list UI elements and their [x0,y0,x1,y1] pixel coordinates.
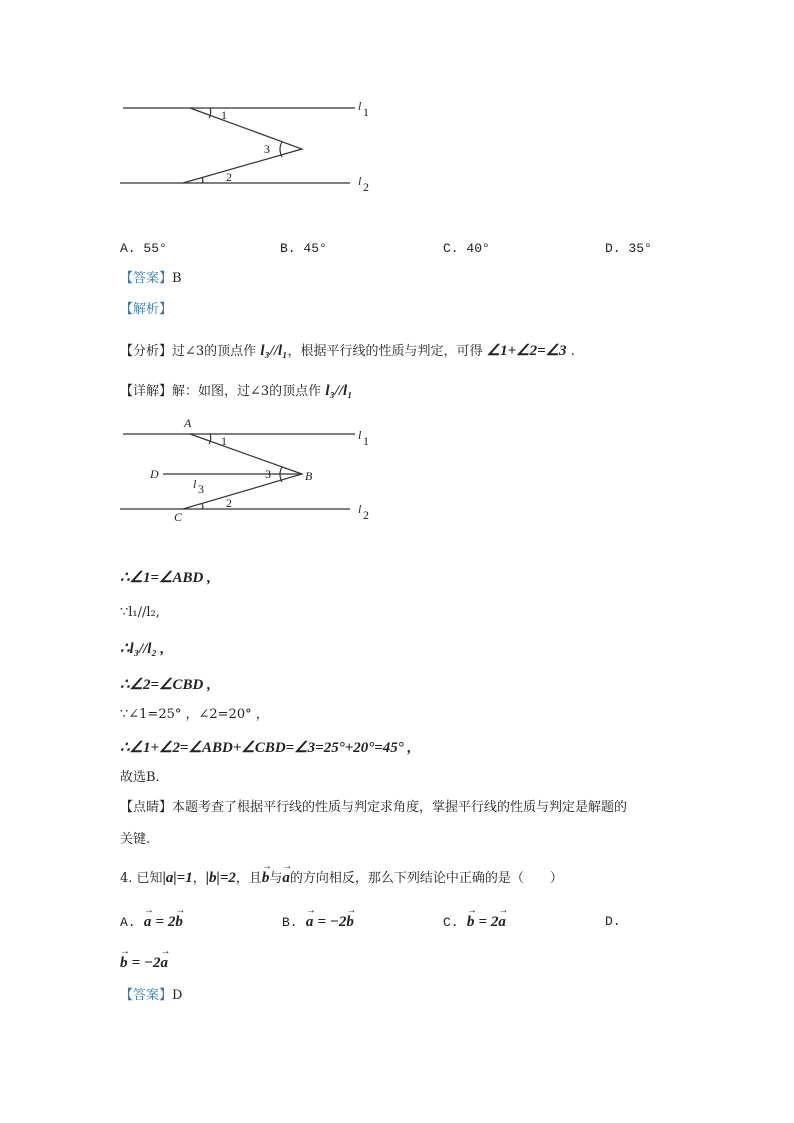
option-letter: B. [280,241,296,256]
vector-a: → a [282,869,290,887]
option-value: 35° [628,241,652,256]
option-value: 55° [143,241,167,256]
step-6: ∴∠1+∠2=∠ABD+∠CBD=∠3=25°+20°=45° , [120,740,412,756]
option-letter: A. [120,915,136,930]
fenxi-tag: 【分析】 [120,344,173,359]
l3-sub: 3 [198,482,204,496]
step-7: 故选B. [120,770,160,785]
math: |b|=2 [205,870,236,886]
math: ∠1+∠2=∠3 [486,343,567,359]
vector: → b [467,913,475,931]
q4-stem [120,869,563,888]
option-letter: D. [605,241,621,256]
step-2: ∵l₁//l₂, [120,605,160,620]
vector: → b [120,954,128,972]
text: 过∠3的顶点作 [172,344,257,359]
q3-option-c [443,240,490,258]
text: 与 [269,871,283,886]
answer-tag: 【答案】 [120,271,173,286]
text: . [570,344,575,359]
point-a-label: A [184,416,192,430]
q4-option-d-letter: D. [605,914,621,929]
q3-option-b [280,240,327,258]
answer-value: B [172,271,182,286]
angle-3-label: 3 [265,467,271,481]
q4-option-b [282,913,354,932]
text: 本题考查了根据平行线的性质与判定求角度，掌握平行线的性质与判定是解题的 [172,800,628,815]
step-5: ∵∠1=25° ，∠2=20° ， [120,707,269,722]
angle-2-label: 2 [226,496,232,510]
option-letter: B. [282,915,298,930]
q4-answer [120,987,182,1005]
option-letter: C. [443,241,459,256]
dianjing-tag: 【点睛】 [120,800,173,815]
vector: → a [161,954,169,972]
question-number: 4. [120,871,133,886]
text: 的方向相反，那么下列结论中正确的是（ ） [289,871,563,886]
step-3: ∴l₃//l₂ , [120,641,165,657]
vector: → a [144,913,152,931]
text: ，根据平行线的性质与判定，可得 [287,344,483,359]
l1-label: l [358,428,362,442]
step-1: ∴∠1=∠ABD , [120,570,211,586]
math: l₃//l₁ [325,383,353,399]
l2-label: l [358,502,362,516]
option-value: 40° [466,241,490,256]
angle-3-label: 3 [264,142,270,156]
text: 解：如图，过∠3的顶点作 [172,384,322,399]
angle-1-label: 1 [221,434,227,448]
l1-label: l [358,99,362,113]
q3-answer [120,270,182,288]
math: = −2 [131,955,161,971]
vector: → a [498,913,506,931]
point-d-label: D [150,467,159,481]
xiangjie-paragraph [120,382,352,401]
option-letter: A. [120,241,136,256]
vector: → a [306,913,314,931]
dianjing-paragraph [120,799,627,817]
math: l₃//l₁ [260,343,288,359]
analysis-tag: 【解析】 [120,302,173,317]
option-letter: C. [443,915,459,930]
q3-option-d [605,240,652,258]
fenxi-paragraph [120,342,575,361]
math: = −2 [317,914,347,930]
math: = 2 [478,914,499,930]
l1-sub: 1 [363,434,369,448]
l2-sub: 2 [363,508,369,522]
point-b-label: B [305,469,313,483]
angle-2-label: 2 [226,170,232,184]
text: ，且 [235,871,262,886]
option-value: 45° [303,241,327,256]
vector: → b [346,913,354,931]
q4-option-c [443,913,506,932]
l2-sub: 2 [363,180,369,194]
q4-option-a [120,913,183,932]
vector-b: → b [262,869,270,887]
q3-option-a [120,240,167,258]
xiangjie-tag: 【详解】 [120,384,173,399]
answer-value: D [172,988,183,1003]
angle-1-label: 1 [221,108,227,122]
answer-tag: 【答案】 [120,988,173,1003]
q4-option-d [120,954,168,973]
l1-sub: 1 [363,105,369,119]
point-c-label: C [174,510,183,524]
text: ， [192,871,206,886]
math: = 2 [155,914,176,930]
text: 已知 [136,871,163,886]
l3-label: l [193,477,197,491]
math: |a|=1 [162,870,193,886]
dianjing-line2: 关键. [120,832,151,847]
step-4: ∴∠2=∠CBD , [120,677,211,693]
l2-label: l [358,174,362,188]
vector: → b [175,913,183,931]
